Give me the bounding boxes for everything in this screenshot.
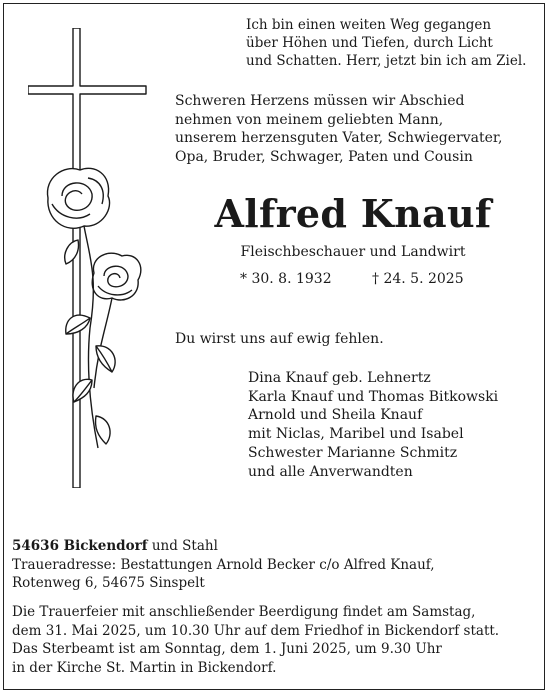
- verse-line: Ich bin einen weiten Weg gegangen: [246, 17, 492, 33]
- intro-text: [175, 92, 502, 166]
- family-member: und alle Anverwandten: [248, 463, 413, 480]
- family-member: Dina Knauf geb. Lehnertz: [248, 370, 431, 386]
- family-list: [248, 369, 498, 481]
- intro-line: Schweren Herzens müssen wir Abschied: [175, 93, 465, 109]
- place-bold: 54636 Bickendorf: [12, 538, 148, 554]
- cross-with-roses-icon: [28, 28, 158, 488]
- address-block: [12, 537, 435, 593]
- intro-line: nehmen von meinem geliebten Mann,: [175, 111, 444, 128]
- service-line: dem 31. Mai 2025, um 10.30 Uhr auf dem Friedhof in Bickendorf statt.: [12, 622, 500, 639]
- service-line: Das Sterbeamt ist am Sonntag, dem 1. Juni 2025, um 9.30 Uhr: [12, 641, 442, 657]
- family-member: Karla Knauf und Thomas Bitkowski: [248, 388, 499, 405]
- family-member: Arnold und Sheila Knauf: [248, 407, 423, 424]
- family-member: Schwester Marianne Schmitz: [248, 444, 458, 461]
- deceased-profession: Fleischbeschauer und Landwirt: [240, 244, 466, 260]
- verse: [246, 16, 526, 70]
- death-date: † 24. 5. 2025: [372, 271, 464, 287]
- service-info: [12, 603, 499, 677]
- place-rest: und Stahl: [147, 538, 218, 554]
- address-line: Rotenweg 6, 54675 Sinspelt: [12, 575, 205, 591]
- closing-line: Du wirst uns auf ewig fehlen.: [175, 331, 384, 347]
- family-member: mit Niclas, Maribel und Isabel: [248, 426, 464, 443]
- intro-line: Opa, Bruder, Schwager, Paten und Cousin: [175, 148, 473, 165]
- verse-line: und Schatten. Herr, jetzt bin ich am Ziel.: [246, 53, 527, 69]
- intro-line: unserem herzensguten Vater, Schwiegervater,: [175, 130, 503, 146]
- verse-line: über Höhen und Tiefen, durch Licht: [246, 35, 493, 51]
- place-line: [12, 537, 435, 556]
- birth-date: * 30. 8. 1932: [240, 271, 332, 287]
- deceased-name: Alfred Knauf: [214, 191, 492, 236]
- service-line: in der Kirche St. Martin in Bickendorf.: [12, 659, 277, 676]
- service-line: Die Trauerfeier mit anschließender Beerdigung findet am Samstag,: [12, 604, 476, 620]
- address-line: Traueradresse: Bestattungen Arnold Becker c/o Alfred Knauf,: [12, 556, 435, 573]
